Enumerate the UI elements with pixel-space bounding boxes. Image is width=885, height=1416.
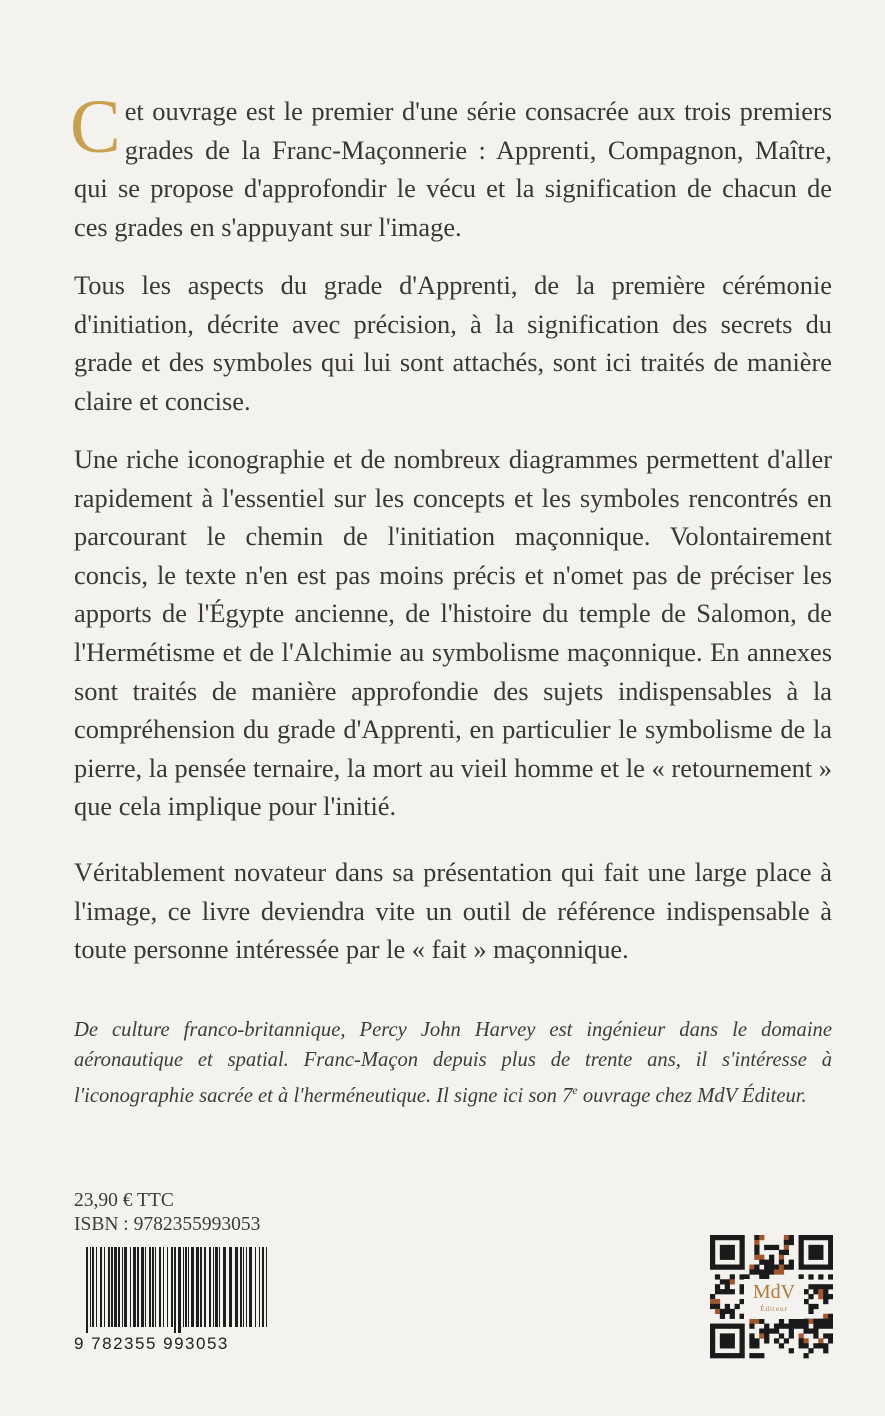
ordinal-superscript: e: [572, 1083, 578, 1097]
paragraph-intro-text: et ouvrage est le premier d'une série consacrée aux trois premiers grades de la Franc-Maçonnerie : Apprenti, Compagnon, Maître, qui se propose d'approfondir le vécu et la signification de chacun de ces grades en s'appuyant sur l'image.: [74, 96, 832, 242]
price-label: 23,90 € TTC: [74, 1190, 174, 1211]
barcode-bars-icon: [74, 1247, 272, 1333]
barcode-digits: 9 782355 993053: [74, 1334, 229, 1353]
paragraph-apprenti-text: Tous les aspects du grade d'Apprenti, de la première cérémonie d'initiation, décrite avec précision, à la signification des secrets du grade et des symboles qui lui sont attachés, sont ici traités de manière claire et concise.: [74, 270, 832, 416]
paragraph-iconographie: [74, 440, 832, 826]
paragraph-intro: [70, 85, 832, 246]
paragraph-novateur-text: Véritablement novateur dans sa présentation qui fait une large place à l'image, ce livre deviendra vite un outil de référence indispensable à toute personne intéressée par le « fait » maçonnique.: [74, 857, 832, 965]
paragraph-apprenti: [74, 266, 832, 420]
author-bio-text-end: ouvrage chez MdV Éditeur.: [577, 1084, 807, 1107]
publisher-logo-sub: Éditeur: [760, 1305, 788, 1313]
author-bio-text: De culture franco-britannique, Percy John Harvey est ingénieur dans le domaine aéronautique et spatial. Franc-Maçon depuis plus de trente ans, il s'intéresse à l'iconographie sacrée et à l'herméneutique. Il signe ici son 7: [74, 1019, 832, 1107]
paragraph-iconographie-text: Une riche iconographie et de nombreux diagrammes permettent d'aller rapidement à l'essentiel sur les concepts et les symboles rencontrés en parcourant le chemin de l'initiation maçonnique. Volontairement concis, le texte n'en est pas moins précis et n'omet pas de préciser les apports de l'Égypte ancienne, de l'histoire du temple de Salomon, de l'Hermétisme et de l'Alchimie au symbolisme maçonnique. En annexes sont traités de manière approfondie des sujets indispensables à la compréhension du grade d'Apprenti, en particulier le symbolisme de la pierre, la pensée ternaire, la mort au vieil homme et le « retournement » que cela implique pour l'initié.: [74, 444, 832, 822]
qr-code[interactable]: [710, 1235, 833, 1360]
isbn-label: ISBN : 9782355993053: [74, 1214, 261, 1235]
publisher-logo-main: MdV: [752, 1281, 796, 1303]
author-bio: [74, 1015, 832, 1111]
paragraph-novateur: [74, 853, 832, 969]
drop-cap: C: [70, 85, 121, 169]
barcode: [74, 1247, 272, 1359]
publisher-logo: [744, 1279, 804, 1319]
